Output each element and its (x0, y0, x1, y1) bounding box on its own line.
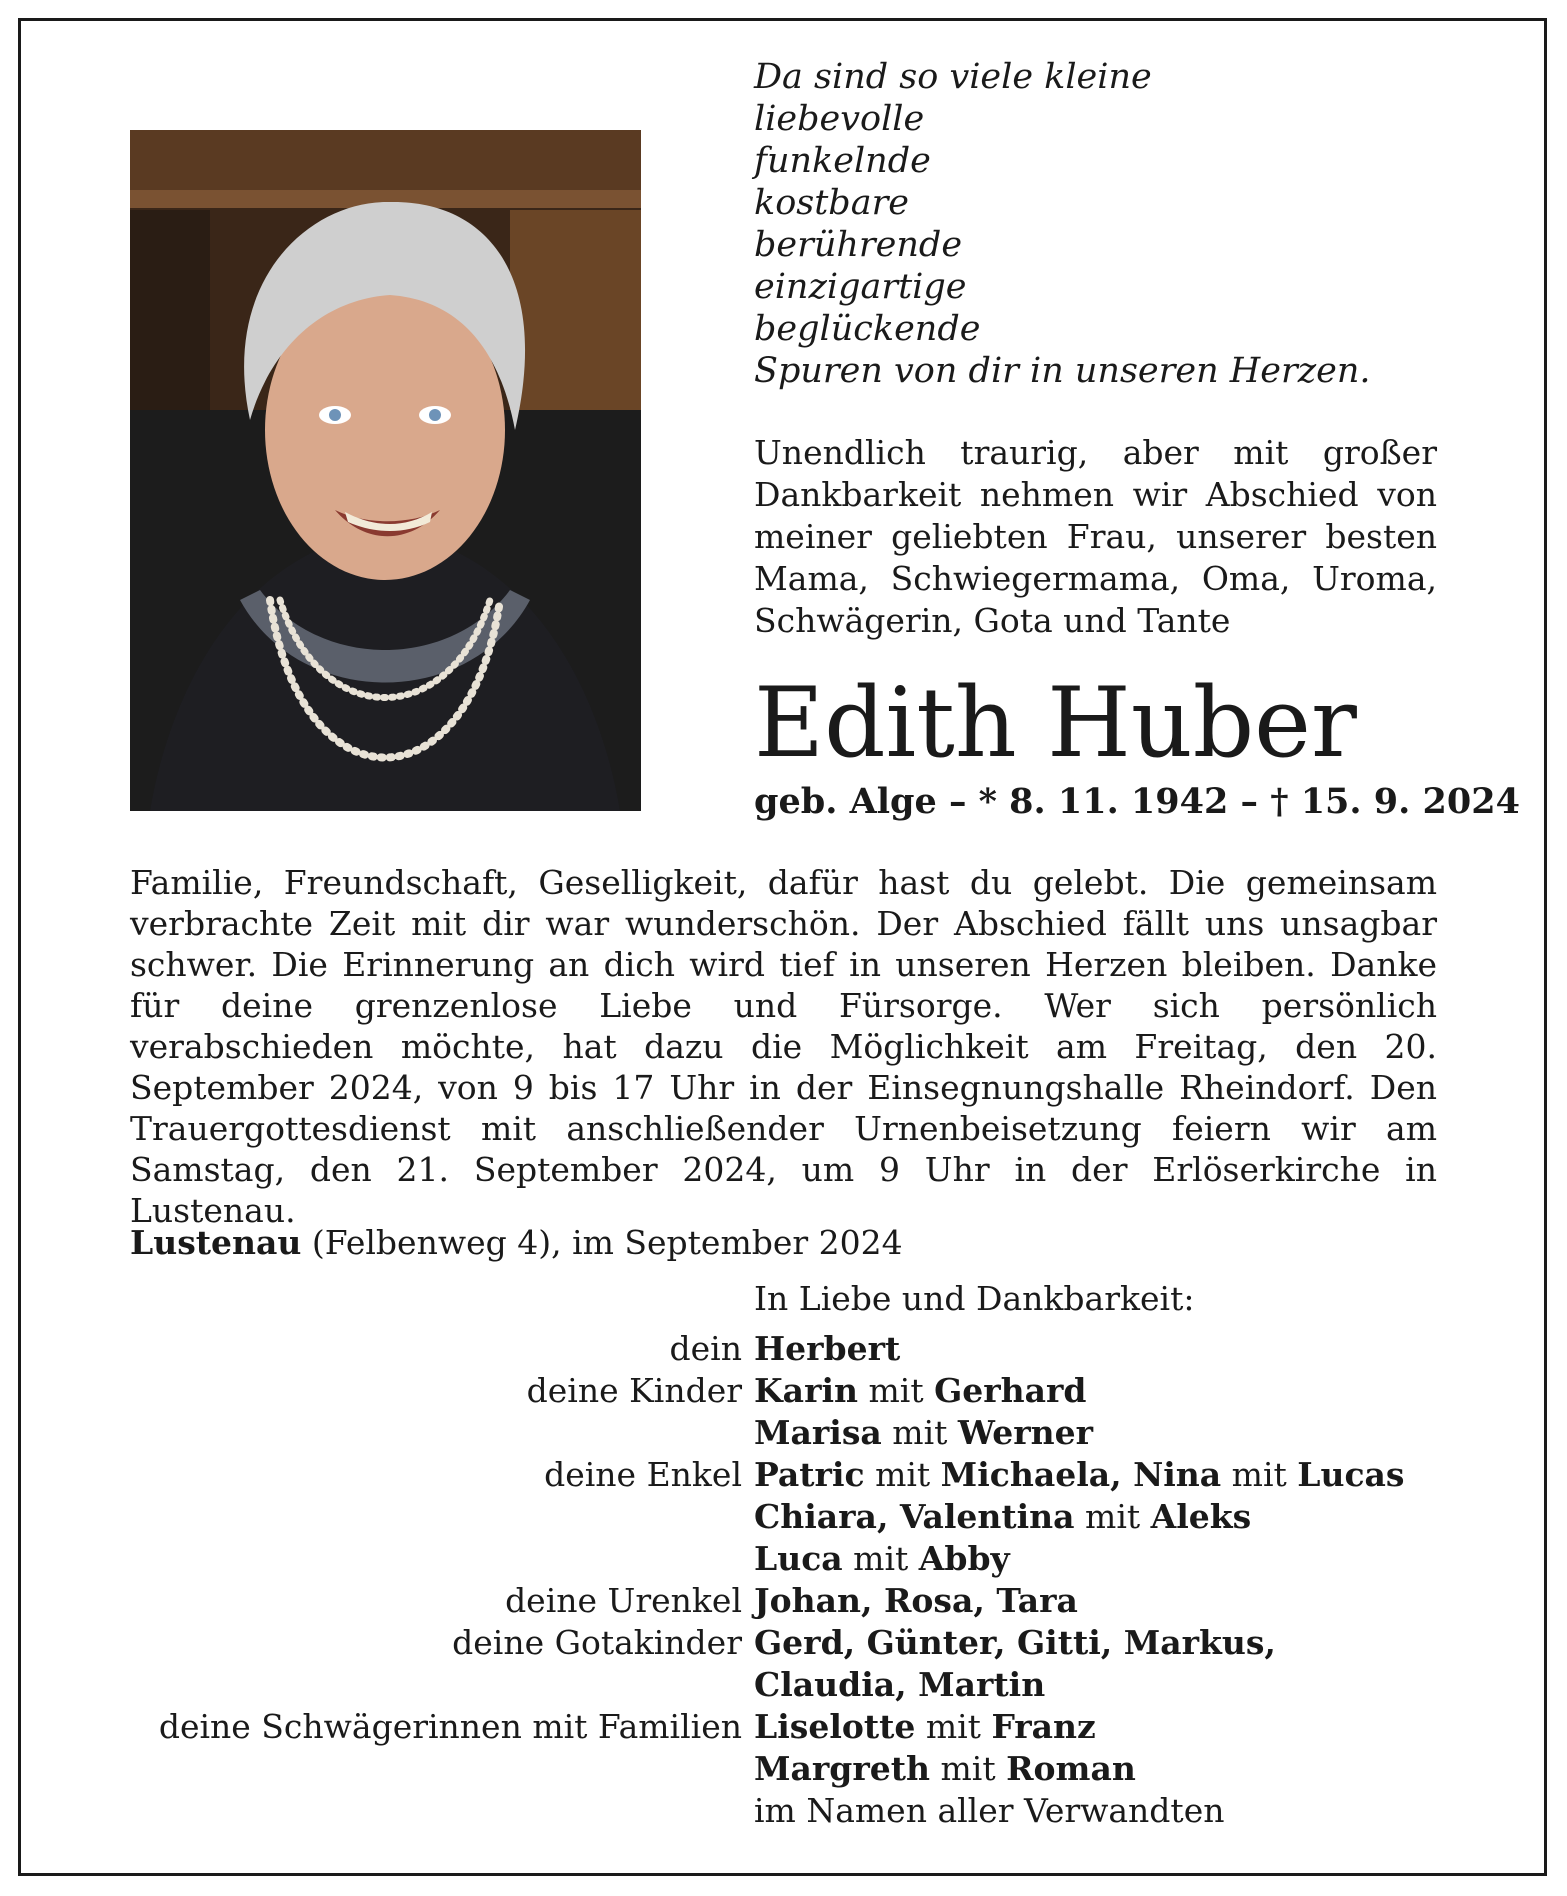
poem-line: kostbare (754, 183, 910, 223)
deceased-name: Edith Huber (754, 667, 1357, 779)
mourner-name: Herbert (754, 1329, 901, 1368)
mourner-connector: mit (1221, 1455, 1298, 1494)
mourner-names (754, 1370, 1086, 1412)
mourner-name: Patric (754, 1455, 865, 1494)
body-text: Familie, Freundschaft, Geselligkeit, dafür hast du gelebt. Die gemeinsam verbrachte Zeit mit dir war wunderschön. Der Abschied fällt uns unsagbar schwer. Die Erinnerung an dich wird tief in unseren Herzen bleiben. Danke für deine grenzenlose Liebe und Fürsorge. Wer sich persönlich verabschieden möchte, hat dazu die Möglichkeit am Freitag, den 20. September 2024, von 9 bis 17 Uhr in der Einsegnungshalle Rheindorf. Den Trauergottesdienst mit anschließender Urnenbeisetzung feiern wir am Samstag, den 21. September 2024, um 9 Uhr in der Erlöserkirche in Lustenau. (130, 863, 1437, 1230)
mourner-names (754, 1412, 1093, 1454)
mourner-connector: mit (915, 1707, 992, 1746)
mourner-name: Marisa (754, 1413, 882, 1452)
mourner-connector: im Namen aller Verwandten (754, 1791, 1225, 1830)
mourner-row (130, 1706, 1437, 1748)
mourner-names (754, 1622, 1276, 1664)
mourner-relation (130, 1412, 754, 1454)
mourner-relation (130, 1538, 754, 1580)
mourner-name: Luca (754, 1539, 843, 1578)
mourner-names (754, 1706, 1096, 1748)
mourner-connector: mit (1074, 1497, 1151, 1536)
place-town: Lustenau (130, 1223, 302, 1262)
mourner-relation: dein (669, 1329, 742, 1368)
mourner-name: Aleks (1150, 1497, 1252, 1536)
mourner-name: Johan, Rosa, Tara (754, 1581, 1078, 1620)
mourner-name: Chiara, Valentina (754, 1497, 1075, 1536)
mourner-name: Abby (918, 1539, 1010, 1578)
mourner-row (130, 1496, 1437, 1538)
mourner-relation: deine Urenkel (505, 1581, 742, 1620)
mourner-name: Werner (957, 1413, 1094, 1452)
mourner-connector: mit (881, 1413, 958, 1452)
mourner-names (754, 1790, 1224, 1832)
mourner-relation (130, 1790, 754, 1832)
poem-line: funkelnde (754, 141, 931, 181)
poem-line: liebevolle (754, 99, 925, 139)
mourner-names (754, 1580, 1078, 1622)
mourner-name: Liselotte (754, 1707, 916, 1746)
mourner-names (754, 1664, 1045, 1706)
mourner-row (130, 1790, 1437, 1832)
mourner-relation (130, 1748, 754, 1790)
mourner-connector: mit (930, 1749, 1007, 1788)
mourner-name: Gerhard (934, 1371, 1087, 1410)
place-date-line (130, 1222, 903, 1264)
mourner-relation (130, 1664, 754, 1706)
mourner-name: Michaela, Nina (940, 1455, 1222, 1494)
mourner-relation (130, 1496, 754, 1538)
mourner-row (130, 1664, 1437, 1706)
mourner-relation: deine Kinder (526, 1371, 742, 1410)
mourner-name: Margreth (754, 1749, 930, 1788)
intro-text: Unendlich traurig, aber mit großer Dankbarkeit nehmen wir Abschied von meiner geliebten Frau, unserer besten Mama, Schwiegermama, Oma, Uroma, Schwägerin, Gota und Tante (754, 433, 1437, 640)
place-rest: (Felbenweg 4), im September 2024 (301, 1223, 903, 1262)
mourner-row (130, 1538, 1437, 1580)
mourner-name: Gerd, Günter, Gitti, Markus, (754, 1623, 1276, 1662)
mourner-names (754, 1496, 1251, 1538)
signoff: In Liebe und Dankbarkeit: (754, 1279, 1195, 1318)
mourner-names (754, 1454, 1405, 1496)
poem-line: berührende (754, 225, 963, 265)
mourner-row (130, 1370, 1437, 1412)
mourner-row (130, 1580, 1437, 1622)
mourner-row (130, 1412, 1437, 1454)
poem-line: Spuren von dir in unseren Herzen. (754, 351, 1371, 391)
poem (754, 56, 1371, 392)
mourner-name: Lucas (1297, 1455, 1405, 1494)
mourner-name: Karin (754, 1371, 858, 1410)
mourner-name: Claudia, Martin (754, 1665, 1046, 1704)
mourner-relation: deine Gotakinder (452, 1623, 742, 1662)
poem-line: beglückende (754, 309, 981, 349)
mourner-connector: mit (857, 1371, 935, 1410)
mourner-relation: deine Enkel (544, 1455, 742, 1494)
portrait-illustration (130, 130, 641, 811)
life-dates: geb. Alge – * 8. 11. 1942 – † 15. 9. 2024 (754, 781, 1520, 822)
poem-line: Da sind so viele kleine (754, 57, 1152, 97)
mourner-name: Franz (991, 1707, 1096, 1746)
mourner-row (130, 1328, 1437, 1370)
mourner-names (754, 1748, 1136, 1790)
mourner-row (130, 1454, 1437, 1496)
mourner-connector: mit (842, 1539, 919, 1578)
mourners-list (130, 1328, 1437, 1832)
mourner-relation: deine Schwägerinnen mit Familien (158, 1707, 742, 1746)
mourner-name: Roman (1006, 1749, 1136, 1788)
portrait-photo (130, 130, 641, 811)
mourner-connector: mit (864, 1455, 941, 1494)
mourner-names (754, 1538, 1010, 1580)
poem-line: einzigartige (754, 267, 967, 307)
mourner-names (754, 1328, 900, 1370)
mourner-row (130, 1622, 1437, 1664)
mourner-row (130, 1748, 1437, 1790)
